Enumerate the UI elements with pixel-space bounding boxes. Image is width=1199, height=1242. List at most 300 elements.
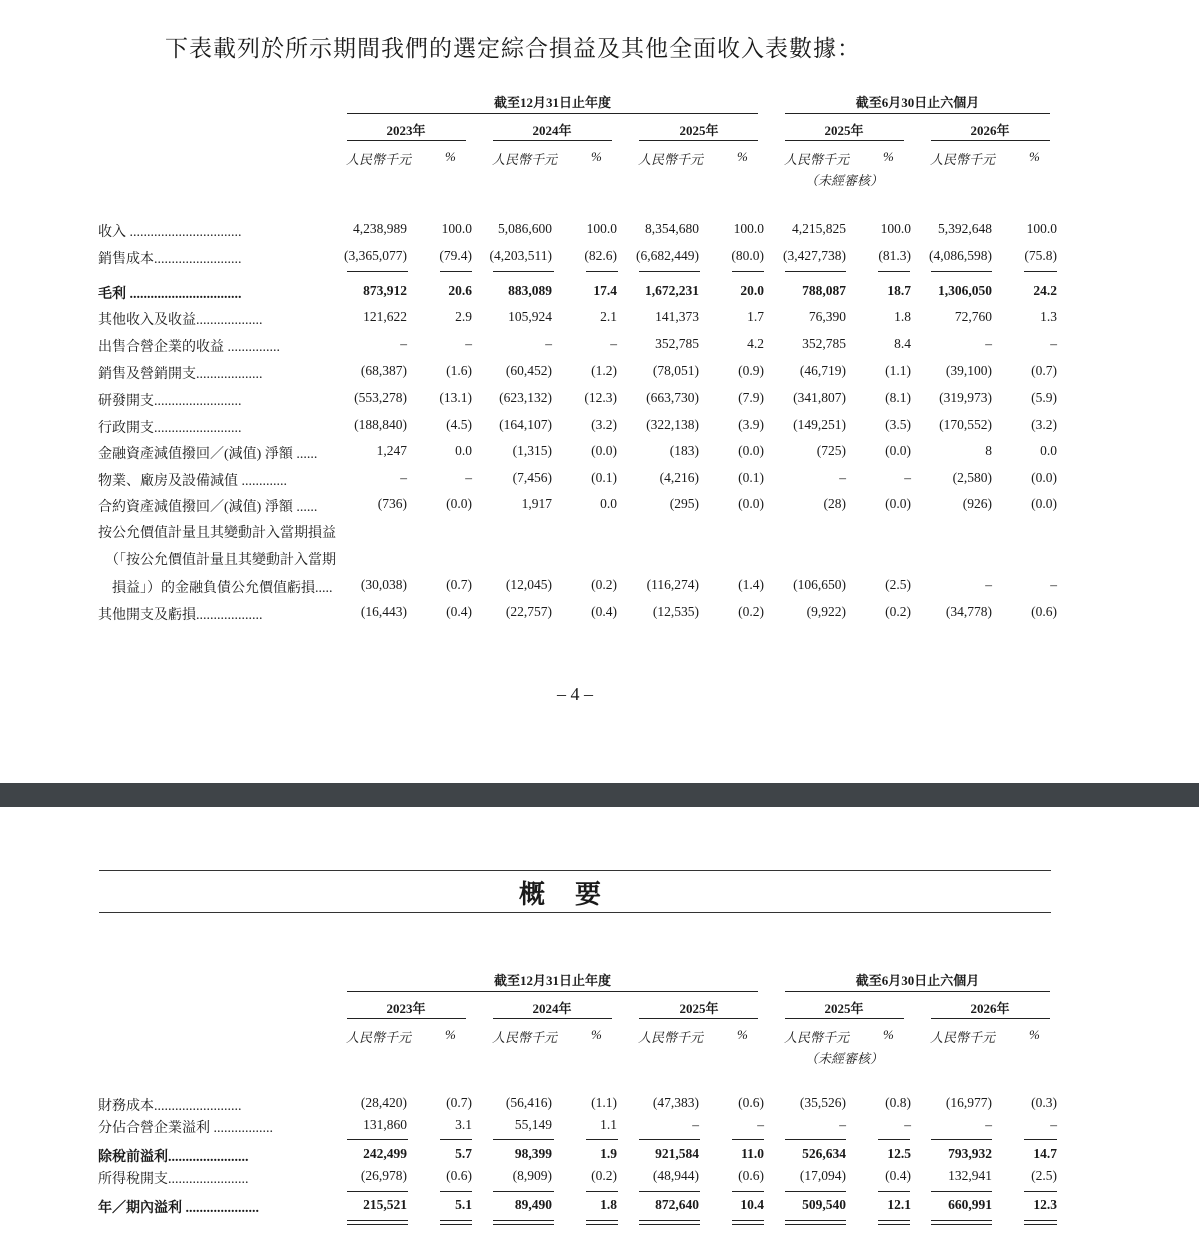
row-value: – xyxy=(757,1117,764,1132)
row-value: (0.6) xyxy=(738,1095,764,1110)
header-unit-rmb: 人民幣千元 xyxy=(784,152,850,167)
header-period-annual: 截至12月31日止年度 xyxy=(493,973,611,988)
row-label: 除稅前溢利....................... xyxy=(98,1150,249,1165)
subtotal-rule xyxy=(493,1191,554,1192)
row-value: 11.0 xyxy=(741,1146,764,1161)
row-value: 509,540 xyxy=(802,1197,846,1212)
row-value: (0.3) xyxy=(1031,1095,1057,1110)
header-year-rule xyxy=(639,1018,758,1019)
section-top-rule xyxy=(99,870,1051,871)
header-year: 2023年 xyxy=(386,1001,426,1016)
total-double-rule xyxy=(1024,1224,1057,1225)
row-value: – xyxy=(545,336,552,351)
row-value: (188,840) xyxy=(354,417,407,432)
row-value: 17.4 xyxy=(593,283,617,298)
row-value: (0.0) xyxy=(1031,470,1057,485)
row-value: (81.3) xyxy=(878,248,911,263)
row-value: 14.7 xyxy=(1033,1146,1057,1161)
header-year: 2025年 xyxy=(679,1001,719,1016)
row-value: 5,086,600 xyxy=(498,221,552,236)
row-value: 131,860 xyxy=(363,1117,407,1132)
total-double-rule xyxy=(1024,1220,1057,1221)
row-value: (663,730) xyxy=(646,390,699,405)
row-value: (1.1) xyxy=(591,1095,617,1110)
header-unit-rmb: 人民幣千元 xyxy=(784,1030,850,1045)
row-value: (12,535) xyxy=(652,604,699,619)
row-value: (22,757) xyxy=(505,604,552,619)
header-year-rule xyxy=(931,1018,1050,1019)
row-value: 5.7 xyxy=(455,1146,472,1161)
row-value: (553,278) xyxy=(354,390,407,405)
row-value: 788,087 xyxy=(802,283,846,298)
row-value: (3.5) xyxy=(885,417,911,432)
row-value: (0.0) xyxy=(738,443,764,458)
row-value: 1.7 xyxy=(747,309,764,324)
row-value: 121,622 xyxy=(363,309,407,324)
row-value: (0.0) xyxy=(885,496,911,511)
row-value: (0.2) xyxy=(591,1168,617,1183)
row-value: 0.0 xyxy=(1040,443,1057,458)
header-unit-rmb: 人民幣千元 xyxy=(492,1030,558,1045)
row-value: 4.2 xyxy=(747,336,764,351)
row-value: (0.0) xyxy=(738,496,764,511)
row-value: (725) xyxy=(816,443,846,458)
page-number: – 4 – xyxy=(557,684,593,704)
header-year: 2025年 xyxy=(679,123,719,138)
row-label: 銷售及營銷開支................... xyxy=(98,367,263,382)
row-value: (4,203,511) xyxy=(489,248,552,263)
subtotal-rule xyxy=(586,1191,618,1192)
row-value: (1.6) xyxy=(446,363,472,378)
total-double-rule xyxy=(639,1224,700,1225)
row-label: 研發開支......................... xyxy=(98,394,242,409)
row-value: (82.6) xyxy=(584,248,617,263)
row-label-fv-line2: （「按公允價值計量且其變動計入當期 xyxy=(105,553,336,568)
row-value: 3.1 xyxy=(455,1117,472,1132)
row-value: 1,917 xyxy=(521,496,552,511)
row-label: 合約資產減值撥回／(減值) 淨額 ...... xyxy=(98,500,318,515)
subtotal-rule xyxy=(440,1139,472,1140)
row-value: (46,719) xyxy=(799,363,846,378)
row-value: (5.9) xyxy=(1031,390,1057,405)
row-value: (12,045) xyxy=(505,577,552,592)
total-double-rule xyxy=(347,1224,408,1225)
row-value: 883,089 xyxy=(508,283,552,298)
row-value: 100.0 xyxy=(586,221,617,236)
row-label-fv-line1: 按公允價值計量且其變動計入當期損益 xyxy=(98,526,336,541)
row-value: (3,427,738) xyxy=(783,248,846,263)
row-value: 1.1 xyxy=(600,1117,617,1132)
total-double-rule xyxy=(732,1224,764,1225)
row-value: 24.2 xyxy=(1033,283,1057,298)
row-value: 12.5 xyxy=(887,1146,911,1161)
header-unit-rmb: 人民幣千元 xyxy=(492,152,558,167)
row-value: (30,038) xyxy=(360,577,407,592)
row-label: 財務成本......................... xyxy=(98,1099,242,1114)
row-label: 分佔合營企業溢利 ................. xyxy=(98,1121,273,1136)
total-double-rule xyxy=(586,1220,618,1221)
row-value: (0.1) xyxy=(591,470,617,485)
row-value: (16,443) xyxy=(360,604,407,619)
row-value: 4,215,825 xyxy=(792,221,846,236)
header-unit-pct: % xyxy=(737,149,748,164)
row-value: (0.4) xyxy=(591,604,617,619)
subtotal-rule xyxy=(1024,1139,1057,1140)
row-value: – xyxy=(1050,577,1057,592)
row-value: 55,149 xyxy=(514,1117,552,1132)
total-double-rule xyxy=(586,1224,618,1225)
header-unaudited: （未經審核） xyxy=(805,1051,884,1066)
total-double-rule xyxy=(493,1220,554,1221)
row-value: (28) xyxy=(823,496,846,511)
subtotal-rule xyxy=(639,1191,700,1192)
subtotal-rule xyxy=(878,1191,910,1192)
row-value: (68,387) xyxy=(360,363,407,378)
row-value: 20.0 xyxy=(740,283,764,298)
row-value: (0.6) xyxy=(738,1168,764,1183)
row-label: 所得稅開支....................... xyxy=(98,1172,249,1187)
section-title: 概要 xyxy=(518,880,631,909)
row-value: – xyxy=(400,336,407,351)
row-value: (116,274) xyxy=(646,577,699,592)
row-value: (0.8) xyxy=(885,1095,911,1110)
row-value: (78,051) xyxy=(652,363,699,378)
subtotal-rule xyxy=(931,1191,992,1192)
row-value: (39,100) xyxy=(945,363,992,378)
row-value: 8,354,680 xyxy=(645,221,699,236)
row-value: 1.8 xyxy=(600,1197,617,1212)
row-value: – xyxy=(1050,336,1057,351)
row-value: – xyxy=(985,577,992,592)
row-value: 0.0 xyxy=(600,496,617,511)
row-value: (164,107) xyxy=(499,417,552,432)
row-value: 242,499 xyxy=(363,1146,407,1161)
total-double-rule xyxy=(931,1220,992,1221)
total-double-rule xyxy=(440,1220,472,1221)
row-value: (1.1) xyxy=(885,363,911,378)
header-year-rule xyxy=(493,140,612,141)
row-value: 8 xyxy=(985,443,992,458)
header-unit-rmb: 人民幣千元 xyxy=(930,152,996,167)
row-value: (8.1) xyxy=(885,390,911,405)
header-year: 2025年 xyxy=(824,1001,864,1016)
row-value: (13.1) xyxy=(439,390,472,405)
header-unit-pct: % xyxy=(591,149,602,164)
header-year-rule xyxy=(931,140,1050,141)
subtotal-rule xyxy=(1024,1191,1057,1192)
row-value: (183) xyxy=(669,443,699,458)
header-unit-pct: % xyxy=(591,1027,602,1042)
subtotal-rule xyxy=(639,1139,700,1140)
row-value: (75.8) xyxy=(1024,248,1057,263)
row-value: (623,132) xyxy=(499,390,552,405)
header-unit-pct: % xyxy=(445,149,456,164)
row-value: 873,912 xyxy=(363,283,407,298)
subtotal-rule xyxy=(440,1191,472,1192)
subtotal-rule xyxy=(732,271,764,272)
row-value: (28,420) xyxy=(360,1095,407,1110)
row-value: (926) xyxy=(962,496,992,511)
header-year: 2024年 xyxy=(532,1001,572,1016)
row-value: – xyxy=(692,1117,699,1132)
header-unit-pct: % xyxy=(1029,1027,1040,1042)
row-value: 8.4 xyxy=(894,336,911,351)
row-value: 4,238,989 xyxy=(353,221,407,236)
row-label: 金融資產減值撥回／(減值) 淨額 ...... xyxy=(98,447,318,462)
row-value: (47,383) xyxy=(652,1095,699,1110)
subtotal-rule xyxy=(931,271,992,272)
row-label: 行政開支......................... xyxy=(98,421,242,436)
subtotal-rule xyxy=(493,271,554,272)
row-value: (0.2) xyxy=(738,604,764,619)
row-value: (2.5) xyxy=(885,577,911,592)
row-value: 921,584 xyxy=(655,1146,699,1161)
row-value: – xyxy=(904,470,911,485)
row-label: 其他收入及收益................... xyxy=(98,313,263,328)
subtotal-rule xyxy=(878,271,910,272)
row-value: (34,778) xyxy=(945,604,992,619)
row-value: (0.6) xyxy=(1031,604,1057,619)
row-label: 銷售成本......................... xyxy=(98,252,242,267)
row-value: (319,973) xyxy=(939,390,992,405)
row-label: 出售合營企業的收益 ............... xyxy=(98,340,280,355)
row-value: 10.4 xyxy=(740,1197,764,1212)
total-double-rule xyxy=(639,1220,700,1221)
row-value: (8,909) xyxy=(512,1168,552,1183)
total-double-rule xyxy=(732,1220,764,1221)
header-period-rule xyxy=(347,991,758,992)
row-value: (9,922) xyxy=(806,604,846,619)
row-value: (2.5) xyxy=(1031,1168,1057,1183)
row-value: (60,452) xyxy=(505,363,552,378)
row-value: 2.9 xyxy=(455,309,472,324)
row-value: – xyxy=(465,470,472,485)
header-unaudited: （未經審核） xyxy=(805,173,884,188)
row-value: (79.4) xyxy=(439,248,472,263)
header-year-rule xyxy=(347,1018,466,1019)
subtotal-rule xyxy=(347,1191,408,1192)
subtotal-rule xyxy=(878,1139,910,1140)
row-label: 物業、廠房及設備減值 ............. xyxy=(98,474,287,489)
row-value: (0.7) xyxy=(1031,363,1057,378)
row-value: 72,760 xyxy=(954,309,992,324)
header-unit-rmb: 人民幣千元 xyxy=(346,152,412,167)
row-value: (341,807) xyxy=(793,390,846,405)
row-value: (4,216) xyxy=(659,470,699,485)
header-unit-rmb: 人民幣千元 xyxy=(638,152,704,167)
row-value: – xyxy=(465,336,472,351)
total-double-rule xyxy=(347,1220,408,1221)
row-value: (0.0) xyxy=(885,443,911,458)
header-period-six-months: 截至6月30日止六個月 xyxy=(855,95,980,110)
row-label-fv-line3: 損益」）的金融負債公允價值虧損..... xyxy=(112,581,333,596)
subtotal-rule xyxy=(586,1139,618,1140)
subtotal-rule xyxy=(347,271,408,272)
row-value: (295) xyxy=(669,496,699,511)
row-value: (0.4) xyxy=(885,1168,911,1183)
row-value: (1,315) xyxy=(512,443,552,458)
row-value: (3.9) xyxy=(738,417,764,432)
row-value: (4,086,598) xyxy=(929,248,992,263)
header-year-rule xyxy=(785,1018,904,1019)
page-divider-band xyxy=(0,783,1199,807)
header-unit-rmb: 人民幣千元 xyxy=(930,1030,996,1045)
row-value: (7,456) xyxy=(512,470,552,485)
subtotal-rule xyxy=(493,1139,554,1140)
row-value: (0.2) xyxy=(885,604,911,619)
row-value: 1.9 xyxy=(600,1146,617,1161)
row-value: 141,373 xyxy=(655,309,699,324)
row-value: – xyxy=(400,470,407,485)
row-value: 12.3 xyxy=(1033,1197,1057,1212)
row-value: (0.0) xyxy=(591,443,617,458)
subtotal-rule xyxy=(586,271,618,272)
total-double-rule xyxy=(878,1224,910,1225)
subtotal-rule xyxy=(931,1139,992,1140)
row-value: (322,138) xyxy=(646,417,699,432)
row-value: 132,941 xyxy=(948,1168,992,1183)
row-value: 526,634 xyxy=(802,1146,846,1161)
row-value: (0.4) xyxy=(446,604,472,619)
header-year: 2025年 xyxy=(824,123,864,138)
section-bottom-rule xyxy=(99,912,1051,913)
row-value: (0.1) xyxy=(738,470,764,485)
row-value: (0.9) xyxy=(738,363,764,378)
total-double-rule xyxy=(931,1224,992,1225)
row-value: 0.0 xyxy=(455,443,472,458)
header-year: 2026年 xyxy=(970,123,1010,138)
total-double-rule xyxy=(878,1220,910,1221)
row-value: (26,978) xyxy=(360,1168,407,1183)
row-value: 5.1 xyxy=(455,1197,472,1212)
header-unit-pct: % xyxy=(1029,149,1040,164)
row-label: 年／期內溢利 ..................... xyxy=(98,1201,259,1216)
row-value: 12.1 xyxy=(887,1197,911,1212)
row-value: (1.2) xyxy=(591,363,617,378)
header-period-rule xyxy=(785,113,1050,114)
row-value: – xyxy=(1050,1117,1057,1132)
row-value: (56,416) xyxy=(505,1095,552,1110)
row-value: (149,251) xyxy=(793,417,846,432)
row-value: 1,247 xyxy=(376,443,407,458)
row-value: 100.0 xyxy=(441,221,472,236)
row-value: (4.5) xyxy=(446,417,472,432)
row-value: (106,650) xyxy=(793,577,846,592)
row-value: 76,390 xyxy=(808,309,846,324)
row-label: 毛利 ................................ xyxy=(98,287,242,302)
header-period-rule xyxy=(785,991,1050,992)
row-value: 18.7 xyxy=(887,283,911,298)
row-value: – xyxy=(610,336,617,351)
row-value: 20.6 xyxy=(448,283,472,298)
row-value: 1,306,050 xyxy=(938,283,992,298)
total-double-rule xyxy=(440,1224,472,1225)
row-value: (6,682,449) xyxy=(636,248,699,263)
header-year: 2026年 xyxy=(970,1001,1010,1016)
subtotal-rule xyxy=(1024,271,1057,272)
header-period-annual: 截至12月31日止年度 xyxy=(493,95,611,110)
row-value: (48,944) xyxy=(652,1168,699,1183)
header-year-rule xyxy=(639,140,758,141)
row-value: (17,094) xyxy=(799,1168,846,1183)
row-value: (0.2) xyxy=(591,577,617,592)
row-value: (0.6) xyxy=(446,1168,472,1183)
header-year: 2023年 xyxy=(386,123,426,138)
subtotal-rule xyxy=(785,1191,846,1192)
row-value: 352,785 xyxy=(802,336,846,351)
row-value: (736) xyxy=(377,496,407,511)
row-value: – xyxy=(985,336,992,351)
row-value: (0.0) xyxy=(446,496,472,511)
header-unit-pct: % xyxy=(883,149,894,164)
row-value: 100.0 xyxy=(880,221,911,236)
row-value: (7.9) xyxy=(738,390,764,405)
row-value: (3.2) xyxy=(1031,417,1057,432)
row-value: 215,521 xyxy=(363,1197,407,1212)
header-period-six-months: 截至6月30日止六個月 xyxy=(855,973,980,988)
row-value: – xyxy=(839,470,846,485)
row-value: 2.1 xyxy=(600,309,617,324)
total-double-rule xyxy=(785,1224,846,1225)
header-unit-pct: % xyxy=(883,1027,894,1042)
header-year-rule xyxy=(493,1018,612,1019)
row-value: 1.3 xyxy=(1040,309,1057,324)
row-value: (0.7) xyxy=(446,577,472,592)
row-value: (80.0) xyxy=(731,248,764,263)
row-value: – xyxy=(839,1117,846,1132)
row-value: 793,932 xyxy=(948,1146,992,1161)
row-label: 其他開支及虧損................... xyxy=(98,608,263,623)
row-value: (12.3) xyxy=(584,390,617,405)
subtotal-rule xyxy=(732,1191,764,1192)
row-value: 100.0 xyxy=(1026,221,1057,236)
row-value: 1,672,231 xyxy=(645,283,699,298)
header-unit-rmb: 人民幣千元 xyxy=(638,1030,704,1045)
row-value: 872,640 xyxy=(655,1197,699,1212)
subtotal-rule xyxy=(639,271,700,272)
intro-text: 下表載列於所示期間我們的選定綜合損益及其他全面收入表數據： xyxy=(165,36,861,61)
row-value: 105,924 xyxy=(508,309,552,324)
subtotal-rule xyxy=(732,1139,764,1140)
row-value: 100.0 xyxy=(733,221,764,236)
subtotal-rule xyxy=(347,1139,408,1140)
header-period-rule xyxy=(347,113,758,114)
subtotal-rule xyxy=(785,1139,846,1140)
header-year: 2024年 xyxy=(532,123,572,138)
row-value: 352,785 xyxy=(655,336,699,351)
header-unit-pct: % xyxy=(737,1027,748,1042)
row-value: (3.2) xyxy=(591,417,617,432)
row-value: 1.8 xyxy=(894,309,911,324)
row-value: (16,977) xyxy=(945,1095,992,1110)
row-value: 98,399 xyxy=(514,1146,552,1161)
row-value: 5,392,648 xyxy=(938,221,992,236)
row-value: (35,526) xyxy=(799,1095,846,1110)
row-value: – xyxy=(985,1117,992,1132)
row-value: (170,552) xyxy=(939,417,992,432)
header-year-rule xyxy=(347,140,466,141)
total-double-rule xyxy=(493,1224,554,1225)
row-value: (0.0) xyxy=(1031,496,1057,511)
subtotal-rule xyxy=(440,271,472,272)
row-label: 收入 ................................ xyxy=(98,225,242,240)
row-value: – xyxy=(904,1117,911,1132)
total-double-rule xyxy=(785,1220,846,1221)
row-value: (3,365,077) xyxy=(344,248,407,263)
header-year-rule xyxy=(785,140,904,141)
row-value: (1.4) xyxy=(738,577,764,592)
header-unit-rmb: 人民幣千元 xyxy=(346,1030,412,1045)
